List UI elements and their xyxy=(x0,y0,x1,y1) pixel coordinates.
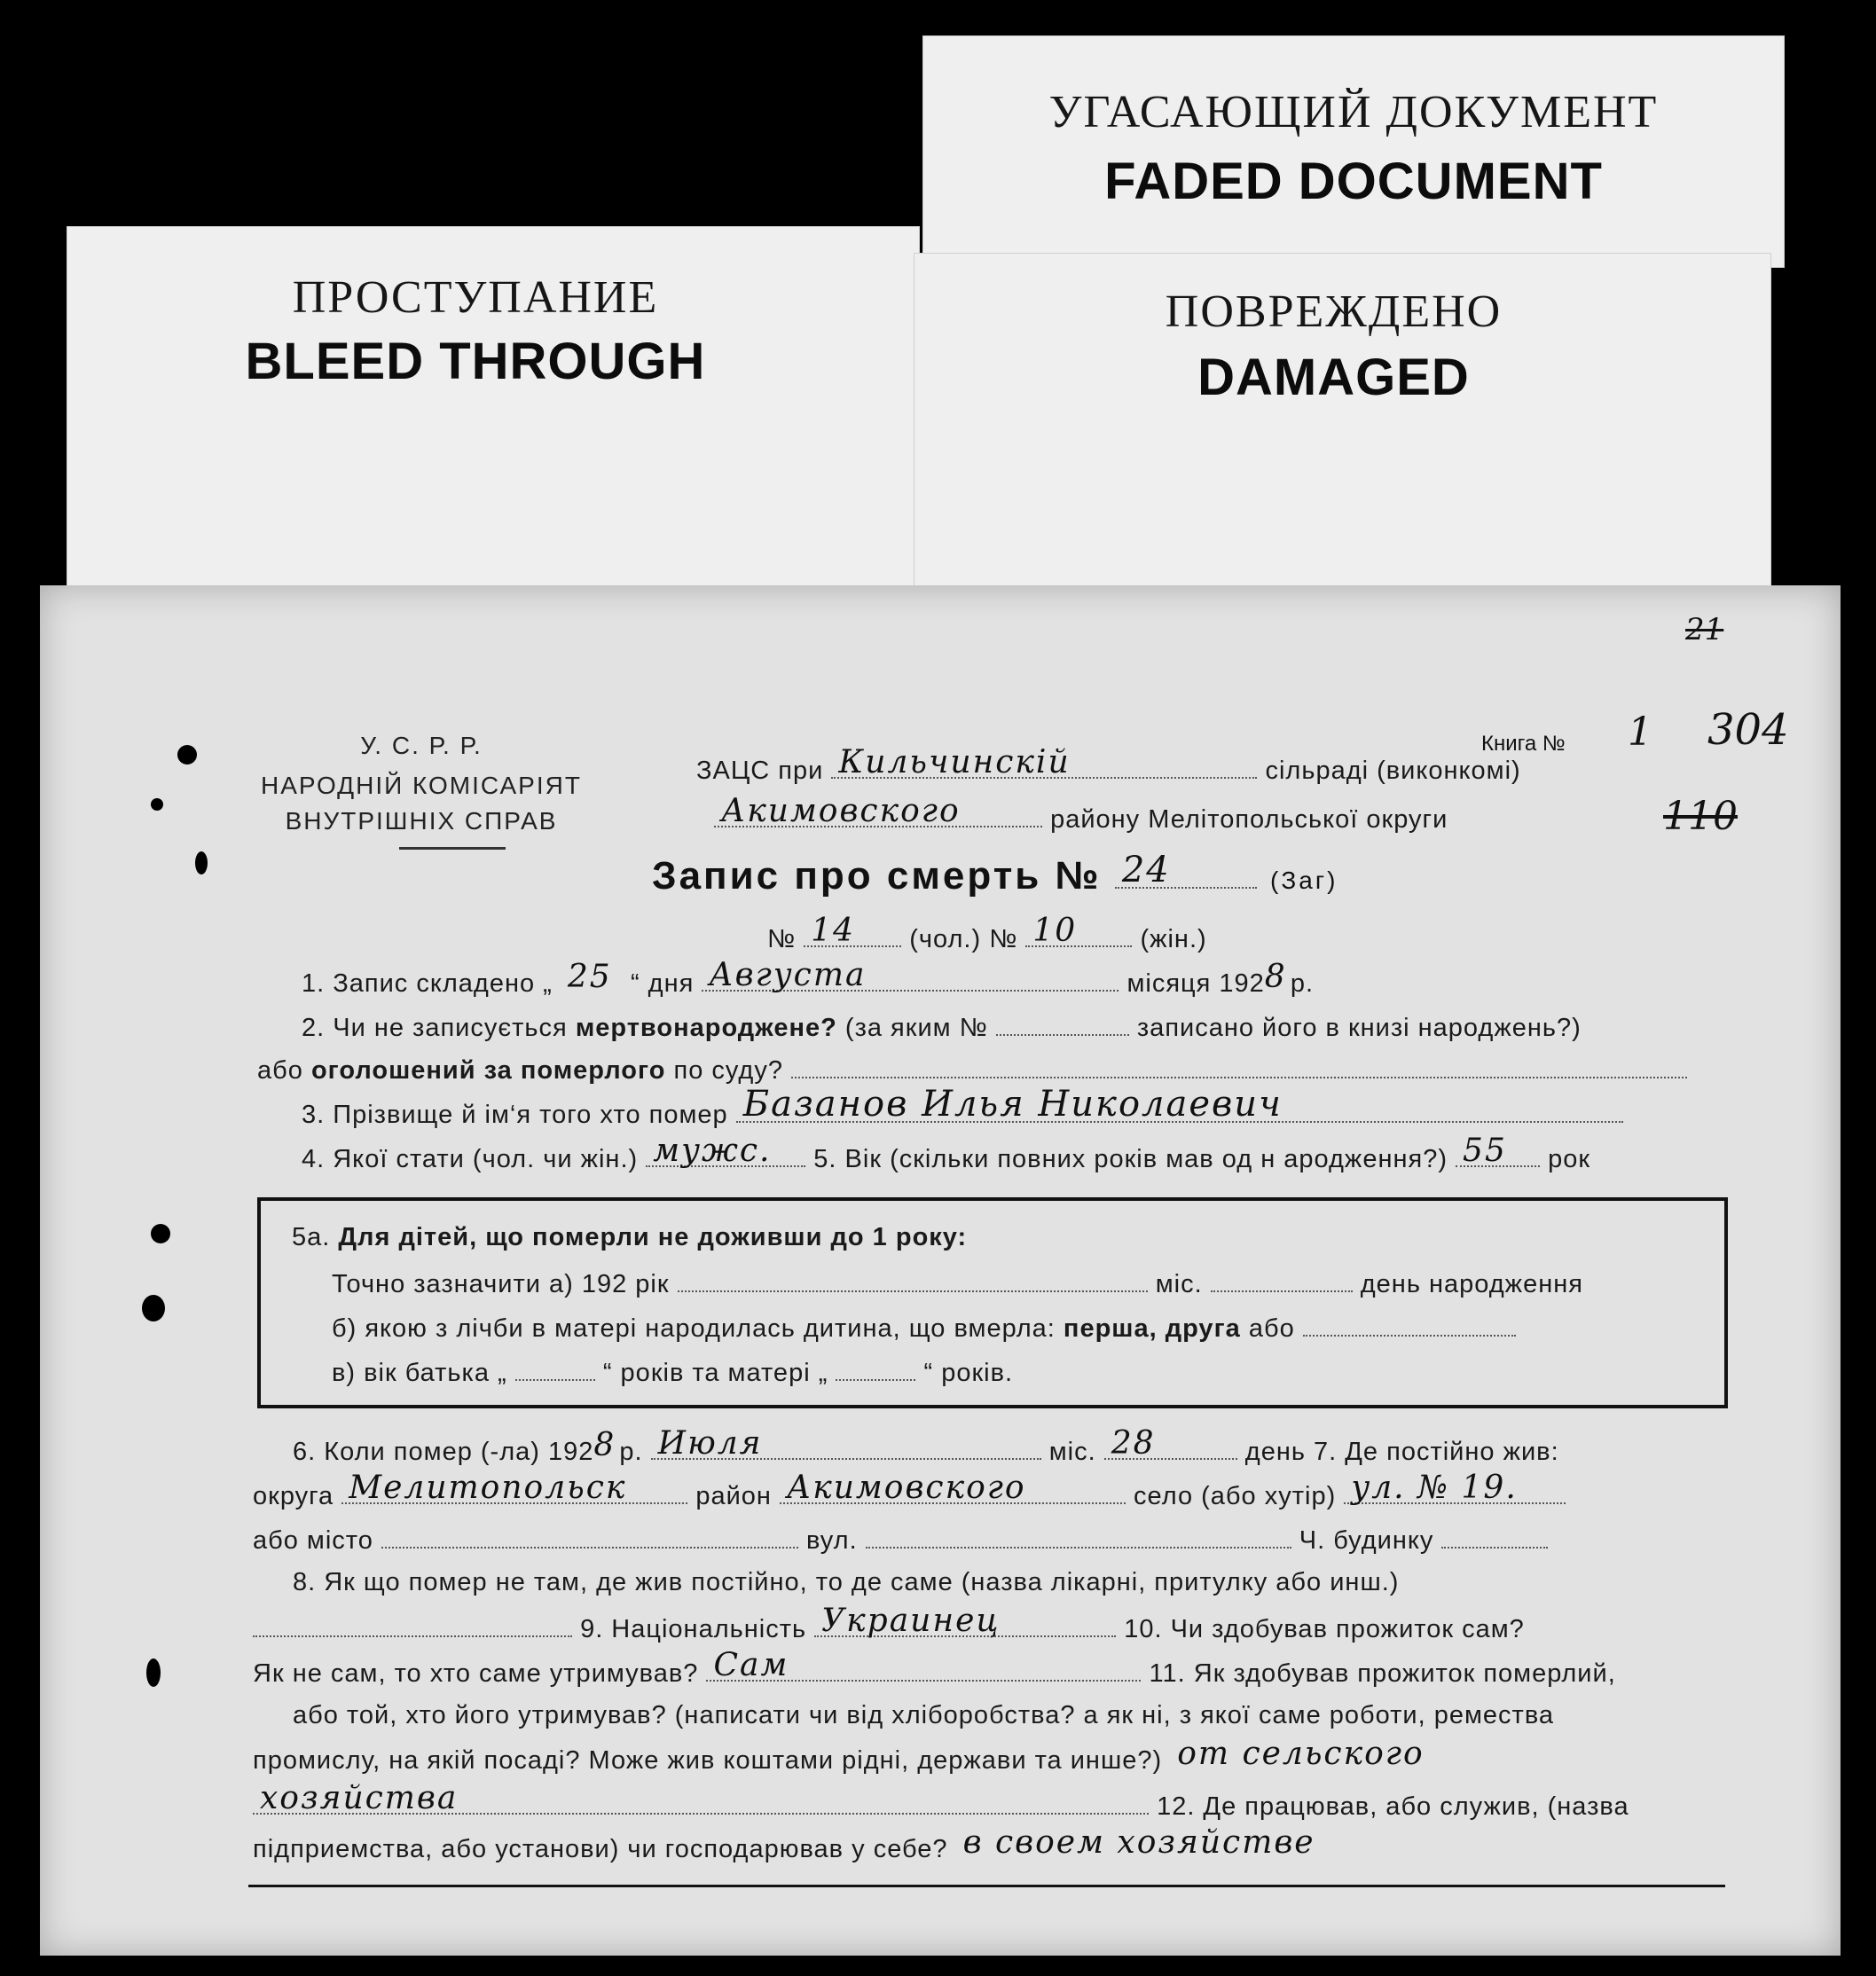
book-number: 1 xyxy=(1628,710,1652,755)
f5a-line1 xyxy=(292,1223,967,1252)
bleed-through-label xyxy=(67,226,920,592)
struck-top-number: 21 xyxy=(1685,612,1724,647)
f1-year-digit: 8 xyxy=(1264,959,1287,995)
f6-mis: міс. xyxy=(1048,1438,1096,1466)
f12-label: 12. Де працював, або служив, (назва xyxy=(1157,1792,1629,1821)
male-count: 14 xyxy=(811,913,855,949)
punch-hole xyxy=(151,798,163,811)
f12b-value: в своем хозяйстве xyxy=(962,1824,1315,1861)
f6-month: Июля xyxy=(657,1425,763,1462)
f5-age-field xyxy=(1456,1133,1540,1169)
f5a-l2a: Точно зазначити а) 192 xyxy=(332,1270,628,1298)
f7-selo-value: ул. № 19. xyxy=(1351,1470,1518,1506)
f5a-l4b: “ років та матері „ xyxy=(602,1359,828,1387)
f1-day-field xyxy=(561,959,623,995)
field-2 xyxy=(302,1011,1582,1043)
org-commissariat: НАРОДНІЙ КОМІСАРІЯТ xyxy=(261,772,582,799)
f6-den: день xyxy=(1244,1438,1306,1466)
f12b-text: підприемства, або установи) чи господарював у себе? xyxy=(253,1835,948,1863)
f5-label: 5. Вік (скільки повних років мав од н ародження?) xyxy=(813,1145,1448,1173)
f5a-order-field xyxy=(1303,1312,1516,1337)
f5-age: 55 xyxy=(1463,1133,1507,1169)
f5a-line4 xyxy=(332,1356,1013,1388)
f7-bud: Ч. будинку xyxy=(1299,1526,1434,1555)
punch-hole xyxy=(142,1295,165,1321)
f7-rayon-value: Акимовского xyxy=(786,1470,1026,1506)
f5a-l4a: в) вік батька „ xyxy=(332,1359,507,1387)
bleed-label-ru: ПРОСТУПАНИЕ xyxy=(292,272,659,323)
f6-year-digit: 8 xyxy=(593,1427,616,1463)
punch-hole xyxy=(177,745,197,765)
faded-document-label xyxy=(922,35,1785,268)
district-field xyxy=(714,793,1042,829)
f11d-value: хозяйства xyxy=(260,1780,459,1816)
f9-label: 9. Національність xyxy=(580,1615,807,1643)
f1-suffix: місяця 192 xyxy=(1126,969,1265,998)
female-label: (жін.) xyxy=(1140,925,1207,953)
f2-f: оголошений за померлого xyxy=(310,1056,666,1085)
f5a-father-age-field xyxy=(515,1356,595,1381)
f7-selo-field xyxy=(1344,1470,1566,1506)
district-value: Акимовского xyxy=(721,793,961,829)
zags-village-value: Кильчинскій xyxy=(838,744,1071,780)
f7-rayon-field xyxy=(780,1470,1126,1506)
field-4 xyxy=(302,1133,1591,1174)
title-number-field xyxy=(1115,851,1257,889)
punch-hole xyxy=(146,1658,161,1687)
f5a-l2b: рік xyxy=(635,1270,670,1298)
title-number: 24 xyxy=(1121,850,1171,890)
org-country: У. С. Р. Р. xyxy=(360,732,483,759)
damaged-label-en: DAMAGED xyxy=(1197,349,1470,406)
f11d-field xyxy=(253,1780,1149,1816)
f6-day: 28 xyxy=(1111,1425,1156,1462)
f7-vul: вул. xyxy=(806,1526,858,1555)
damaged-label xyxy=(914,253,1771,592)
f11c-text: промислу, на якій посаді? Може жив коштами рідні, держави та инше?) xyxy=(253,1746,1163,1775)
f5a-l3b: перша, друга xyxy=(1063,1314,1241,1343)
title-text: Запис про смерть № xyxy=(652,854,1102,898)
f2-e: або xyxy=(257,1056,303,1085)
f3-label: 3. Прізвище й ім‘я того хто помер xyxy=(302,1101,728,1129)
field-11c xyxy=(253,1736,1516,1776)
f5a-mother-age-field xyxy=(836,1356,915,1381)
f4-sex: мужс. xyxy=(653,1133,772,1169)
male-count-field xyxy=(804,913,901,949)
f1-label: 1. Запис складено „ xyxy=(302,969,553,998)
f10b-value: Сам xyxy=(713,1647,789,1683)
field-2b xyxy=(257,1054,1687,1086)
subnums-line xyxy=(767,913,1207,954)
bottom-rule xyxy=(248,1885,1725,1887)
field-9 xyxy=(253,1603,1525,1644)
record-title xyxy=(652,851,1338,898)
f7-okruga-field xyxy=(341,1470,687,1506)
f5a-num: 5а. xyxy=(292,1223,331,1251)
faded-label-en: FADED DOCUMENT xyxy=(1104,153,1603,210)
org-dept: ВНУТРІШНІХ СПРАВ xyxy=(285,807,558,835)
book-label: Книга № xyxy=(1481,732,1566,756)
field-7c xyxy=(253,1524,1548,1556)
zags-village-field xyxy=(831,744,1257,780)
no-label: № xyxy=(767,925,797,953)
f2-number-field xyxy=(996,1011,1129,1036)
f7-rayon: район xyxy=(695,1482,772,1510)
zags-line xyxy=(696,744,1521,786)
f11c-value: от сельского xyxy=(1177,1736,1425,1772)
f5a-month-field xyxy=(1211,1267,1353,1292)
bleed-label-en: BLEED THROUGH xyxy=(245,333,706,390)
f7-okruga: округа xyxy=(253,1482,334,1510)
f10b-field xyxy=(706,1647,1141,1683)
female-count: 10 xyxy=(1032,913,1078,949)
f7-bud-field xyxy=(1441,1524,1548,1549)
f11c-field xyxy=(1170,1736,1516,1772)
f2-g: по суду? xyxy=(673,1056,783,1085)
district-line xyxy=(714,793,1448,835)
field-12b xyxy=(253,1824,1435,1864)
struck-mid-number: 110 xyxy=(1663,794,1738,839)
f11b-text: або той, хто його утримував? (написати чи від хліборобства? а як ні, з якої саме роботи, ремества xyxy=(293,1701,1555,1729)
f5a-l3a: б) якою з лічби в матері народилась дитина, що вмерла: xyxy=(332,1314,1056,1343)
field-3 xyxy=(302,1084,1623,1130)
faded-label-ru: УГАСАЮЩИЙ ДОКУМЕНТ xyxy=(1048,87,1659,137)
field-7b xyxy=(253,1470,1566,1511)
f3-name: Базанов Илья Николаевич xyxy=(742,1084,1283,1125)
male-label: (чол.) № xyxy=(909,925,1018,953)
f10-label: 10. Чи здобував прожиток сам? xyxy=(1124,1615,1525,1643)
f9-nationality: Украинец xyxy=(821,1603,1001,1639)
title-zag: (Заг) xyxy=(1270,866,1338,894)
f1-day: 25 xyxy=(567,959,612,995)
f5a-line2 xyxy=(332,1267,1583,1299)
f7-misto: або місто xyxy=(253,1526,373,1555)
f4-label: 4. Якої стати (чол. чи жін.) xyxy=(302,1145,639,1173)
f5-unit: рок xyxy=(1548,1145,1591,1173)
f5a-year-field xyxy=(678,1267,1148,1292)
f2-b: мертвонароджене? xyxy=(575,1014,837,1042)
f7-label: 7. Де постійно жив: xyxy=(1314,1438,1559,1466)
org-rule xyxy=(399,847,506,850)
field-11b xyxy=(293,1701,1554,1730)
female-count-field xyxy=(1025,913,1132,949)
f2-c: (за яким № xyxy=(844,1014,988,1042)
field-8 xyxy=(293,1568,1399,1597)
district-suffix: району Мелітопольської округи xyxy=(1050,805,1448,834)
damaged-label-ru: ПОВРЕЖДЕНО xyxy=(1165,286,1503,337)
f12b-field xyxy=(956,1824,1435,1861)
punch-hole xyxy=(151,1224,170,1243)
f2-court-field xyxy=(791,1054,1687,1078)
f5a-l3c: або xyxy=(1248,1314,1295,1343)
f5a-heading: Для дітей, що померли не доживши до 1 року: xyxy=(338,1223,968,1251)
zags-prefix: ЗАЦС при xyxy=(696,757,824,785)
f7-misto-field xyxy=(381,1524,798,1549)
f1-month-field xyxy=(702,957,1119,993)
field-10b xyxy=(253,1647,1616,1689)
f5a-l2c: міс. xyxy=(1155,1270,1203,1298)
f4-sex-field xyxy=(646,1133,805,1169)
f7-okruga-value: Мелитопольск xyxy=(349,1470,627,1506)
page-number: 304 xyxy=(1707,705,1789,755)
f6-month-field xyxy=(651,1425,1041,1462)
f5a-l2d: день народження xyxy=(1360,1270,1583,1298)
f7-selo: село (або хутір) xyxy=(1134,1482,1337,1510)
f6-day-field xyxy=(1104,1425,1237,1462)
f10b-label: Як не сам, то хто саме утримував? xyxy=(253,1659,699,1688)
infant-section xyxy=(257,1197,1728,1408)
f2-d: записано його в книзі народжень?) xyxy=(1136,1014,1582,1042)
f5a-l4c: “ років. xyxy=(923,1359,1014,1387)
f1-end: р. xyxy=(1290,969,1315,998)
f1-month: Августа xyxy=(709,957,867,993)
f9-nationality-field xyxy=(814,1603,1116,1639)
field-1 xyxy=(302,957,1315,999)
f8-place-field xyxy=(253,1612,572,1637)
f3-name-field xyxy=(736,1084,1623,1125)
f6-r: р. xyxy=(619,1438,643,1466)
f6-year-field xyxy=(593,1427,616,1463)
f2-a: 2. Чи не записується xyxy=(302,1014,568,1042)
f5a-line3 xyxy=(332,1312,1516,1344)
f8-label: 8. Як що помер не там, де жив постійно, то де саме (назва лікарні, притулку або инш.) xyxy=(293,1568,1400,1596)
f11-label: 11. Як здобував прожиток померлий, xyxy=(1149,1659,1616,1688)
f7-vul-field xyxy=(866,1524,1291,1549)
field-11d xyxy=(253,1780,1629,1822)
f6-label: 6. Коли помер (-ла) 192 xyxy=(293,1438,594,1466)
field-6 xyxy=(293,1425,1559,1467)
zags-suffix: сільраді (виконкомі) xyxy=(1265,757,1521,785)
f1-year-field xyxy=(1264,959,1287,995)
f1-mid: “ дня xyxy=(630,969,695,998)
death-record-form xyxy=(40,585,1841,1956)
punch-hole xyxy=(195,851,208,874)
